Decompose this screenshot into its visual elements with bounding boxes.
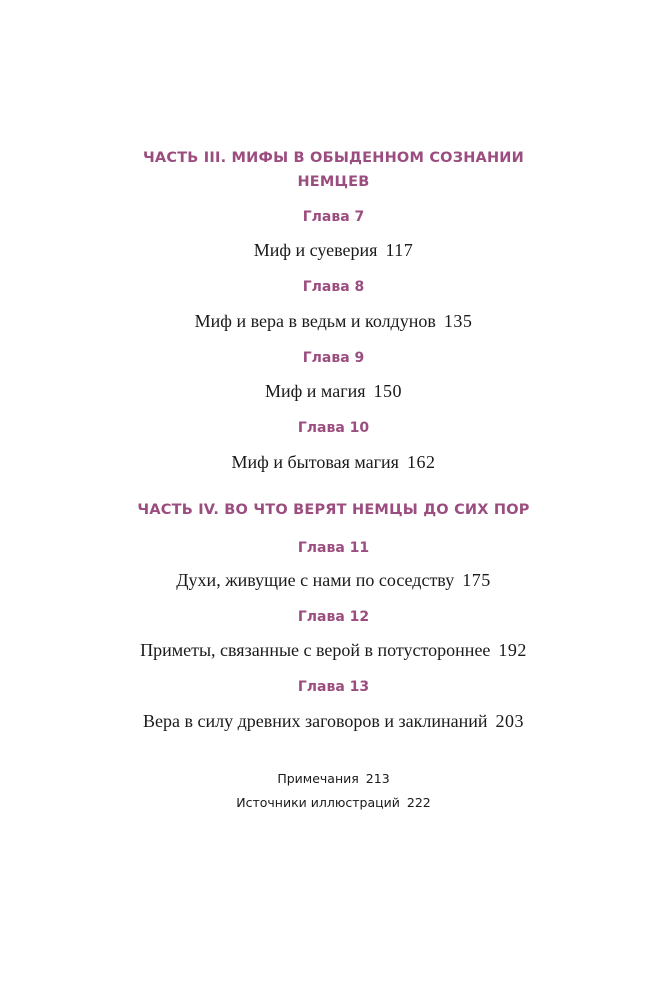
- chapter-10-label: Глава 10: [297, 420, 370, 436]
- notes-entry[interactable]: [0, 770, 667, 788]
- part-3-heading-line-2: НЕМЦЕВ: [297, 174, 370, 190]
- chapter-11-label: Глава 11: [297, 540, 370, 556]
- chapter-10-page: 162: [406, 452, 436, 472]
- chapter-12-entry[interactable]: [0, 639, 667, 661]
- chapter-13-page: 203: [495, 711, 525, 731]
- part-3-heading-line-1: ЧАСТЬ III. МИФЫ В ОБЫДЕННОМ СОЗНАНИИ: [143, 150, 524, 166]
- part-4-heading: ЧАСТЬ IV. ВО ЧТО ВЕРЯТ НЕМЦЫ ДО СИХ ПОР: [137, 502, 530, 518]
- chapter-13-entry[interactable]: [0, 710, 667, 732]
- chapter-12-title: Приметы, связанные с верой в потустороннее: [140, 640, 491, 660]
- chapter-9-label: Глава 9: [302, 350, 365, 366]
- chapter-7-entry[interactable]: [0, 239, 667, 261]
- chapter-11-title: Духи, живущие с нами по соседству: [176, 570, 455, 590]
- chapter-13-label: Глава 13: [297, 679, 370, 695]
- chapter-12-label: Глава 12: [297, 609, 370, 625]
- chapter-8-entry[interactable]: [0, 310, 667, 332]
- chapter-13-title: Вера в силу древних заговоров и заклинаний: [142, 711, 488, 731]
- notes-title: Примечания: [277, 771, 359, 786]
- chapter-8-label: Глава 8: [302, 279, 365, 295]
- chapter-7-label: Глава 7: [302, 209, 365, 225]
- illustration-sources-title: Источники иллюстраций: [236, 795, 400, 810]
- chapter-8-title: Миф и вера в ведьм и колдунов: [194, 311, 436, 331]
- illustration-sources-entry[interactable]: [0, 794, 667, 812]
- chapter-11-page: 175: [462, 570, 491, 590]
- chapter-10-title: Миф и бытовая магия: [231, 452, 399, 472]
- illustration-sources-page: 222: [406, 795, 431, 810]
- chapter-11-entry[interactable]: [0, 569, 667, 591]
- chapter-12-page: 192: [498, 640, 527, 660]
- chapter-9-title: Миф и магия: [265, 381, 366, 401]
- chapter-8-page: 135: [443, 311, 473, 331]
- notes-page: 213: [365, 771, 390, 786]
- chapter-9-entry[interactable]: [0, 380, 667, 402]
- chapter-7-title: Миф и суеверия: [253, 240, 378, 260]
- chapter-10-entry[interactable]: [0, 451, 667, 473]
- chapter-7-page: 117: [385, 240, 414, 260]
- chapter-9-page: 150: [373, 381, 402, 401]
